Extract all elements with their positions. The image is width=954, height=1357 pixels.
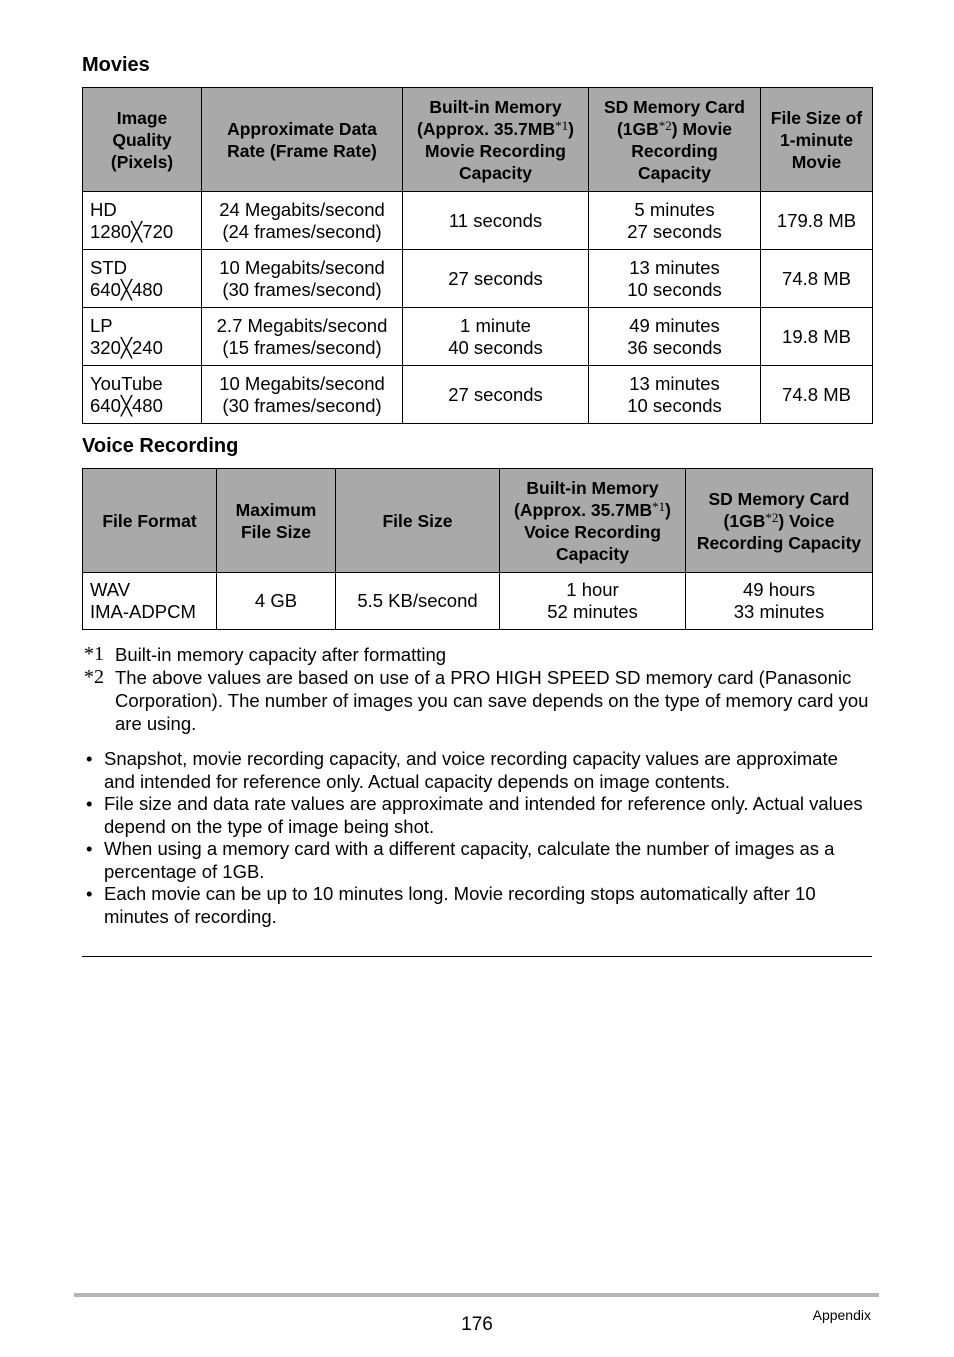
table-cell: 10 Megabits/second (30 frames/second) <box>202 250 403 308</box>
voice-table <box>82 468 873 630</box>
movies-heading: Movies <box>82 54 150 76</box>
footnote-mark: *2 <box>84 666 104 688</box>
list-item-text: When using a memory card with a different capacity, calculate the number of images as a percentage of 1GB. <box>104 838 835 882</box>
table-cell: 11 seconds <box>403 192 589 250</box>
table-cell: 13 minutes 10 seconds <box>589 250 761 308</box>
column-header: File Format <box>83 469 217 573</box>
footnote-text: Built-in memory capacity after formatting <box>115 644 447 665</box>
table-cell: 19.8 MB <box>761 308 873 366</box>
bullet-icon: • <box>86 838 93 859</box>
table-cell: 49 minutes 36 seconds <box>589 308 761 366</box>
table-cell: 2.7 Megabits/second (15 frames/second) <box>202 308 403 366</box>
page-number: 176 <box>461 1314 493 1335</box>
table-cell: 5 minutes 27 seconds <box>589 192 761 250</box>
table-cell: HD 1280╳720 <box>83 192 202 250</box>
column-header: Maximum File Size <box>217 469 336 573</box>
bullet-icon: • <box>86 793 93 814</box>
table-row <box>83 366 873 424</box>
footnote <box>84 643 874 666</box>
table-row <box>83 573 873 630</box>
column-header: Approximate Data Rate (Frame Rate) <box>202 88 403 192</box>
column-header: SD Memory Card (1GB$^{*2}$) Movie Recording Capacity <box>589 88 761 192</box>
voice-header-row <box>83 469 873 573</box>
table-cell: 49 hours 33 minutes <box>686 573 873 630</box>
list-item-text: File size and data rate values are approximate and intended for reference only. Actual values depend on the type of image being shot. <box>104 793 863 837</box>
footnote-ref: *2 <box>658 117 672 133</box>
footnote <box>84 666 874 735</box>
table-cell: 74.8 MB <box>761 250 873 308</box>
voice-recording-heading: Voice Recording <box>82 435 239 457</box>
list-item <box>82 748 872 793</box>
column-header: File Size of 1-minute Movie <box>761 88 873 192</box>
footnote-mark: *1 <box>84 643 104 665</box>
table-cell: 74.8 MB <box>761 366 873 424</box>
list-item <box>82 883 872 928</box>
section-divider <box>82 956 872 957</box>
table-cell: 10 Megabits/second (30 frames/second) <box>202 366 403 424</box>
table-cell: STD 640╳480 <box>83 250 202 308</box>
footer-divider <box>74 1293 879 1297</box>
footnote-ref: *2 <box>765 509 779 525</box>
list-item-text: Each movie can be up to 10 minutes long. Movie recording stops automatically after 10 minutes of recording. <box>104 883 816 927</box>
table-row <box>83 192 873 250</box>
column-header: Image Quality (Pixels) <box>83 88 202 192</box>
table-row <box>83 308 873 366</box>
column-header: Built-in Memory (Approx. 35.7MB$^{*1}$) Voice Recording Capacity <box>500 469 686 573</box>
table-cell: WAV IMA-ADPCM <box>83 573 217 630</box>
table-cell: 179.8 MB <box>761 192 873 250</box>
footnotes <box>84 643 874 735</box>
table-cell: 1 hour 52 minutes <box>500 573 686 630</box>
table-cell: 5.5 KB/second <box>336 573 500 630</box>
column-header: SD Memory Card (1GB$^{*2}$) Voice Recording Capacity <box>686 469 873 573</box>
column-header: File Size <box>336 469 500 573</box>
list-item-text: Snapshot, movie recording capacity, and voice recording capacity values are approximate and intended for reference only. Actual capacity depends on image contents. <box>104 748 838 792</box>
column-header: Built-in Memory (Approx. 35.7MB$^{*1}$) Movie Recording Capacity <box>403 88 589 192</box>
notes-list <box>82 748 872 928</box>
table-cell: YouTube 640╳480 <box>83 366 202 424</box>
table-cell: 24 Megabits/second (24 frames/second) <box>202 192 403 250</box>
list-item <box>82 793 872 838</box>
table-row <box>83 250 873 308</box>
list-item <box>82 838 872 883</box>
bullet-icon: • <box>86 883 93 904</box>
footnote-ref: *1 <box>555 117 569 133</box>
footnote-text: The above values are based on use of a PRO HIGH SPEED SD memory card (Panasonic Corporation). The number of images you can save depends on the type of memory card you are using. <box>115 667 869 734</box>
table-cell: 4 GB <box>217 573 336 630</box>
movies-header-row <box>83 88 873 192</box>
table-cell: 1 minute 40 seconds <box>403 308 589 366</box>
footnote-ref: *1 <box>652 498 666 514</box>
movies-table <box>82 87 873 424</box>
table-cell: 27 seconds <box>403 366 589 424</box>
table-cell: 27 seconds <box>403 250 589 308</box>
table-cell: LP 320╳240 <box>83 308 202 366</box>
section-label: Appendix <box>812 1307 871 1323</box>
bullet-icon: • <box>86 748 93 769</box>
table-cell: 13 minutes 10 seconds <box>589 366 761 424</box>
